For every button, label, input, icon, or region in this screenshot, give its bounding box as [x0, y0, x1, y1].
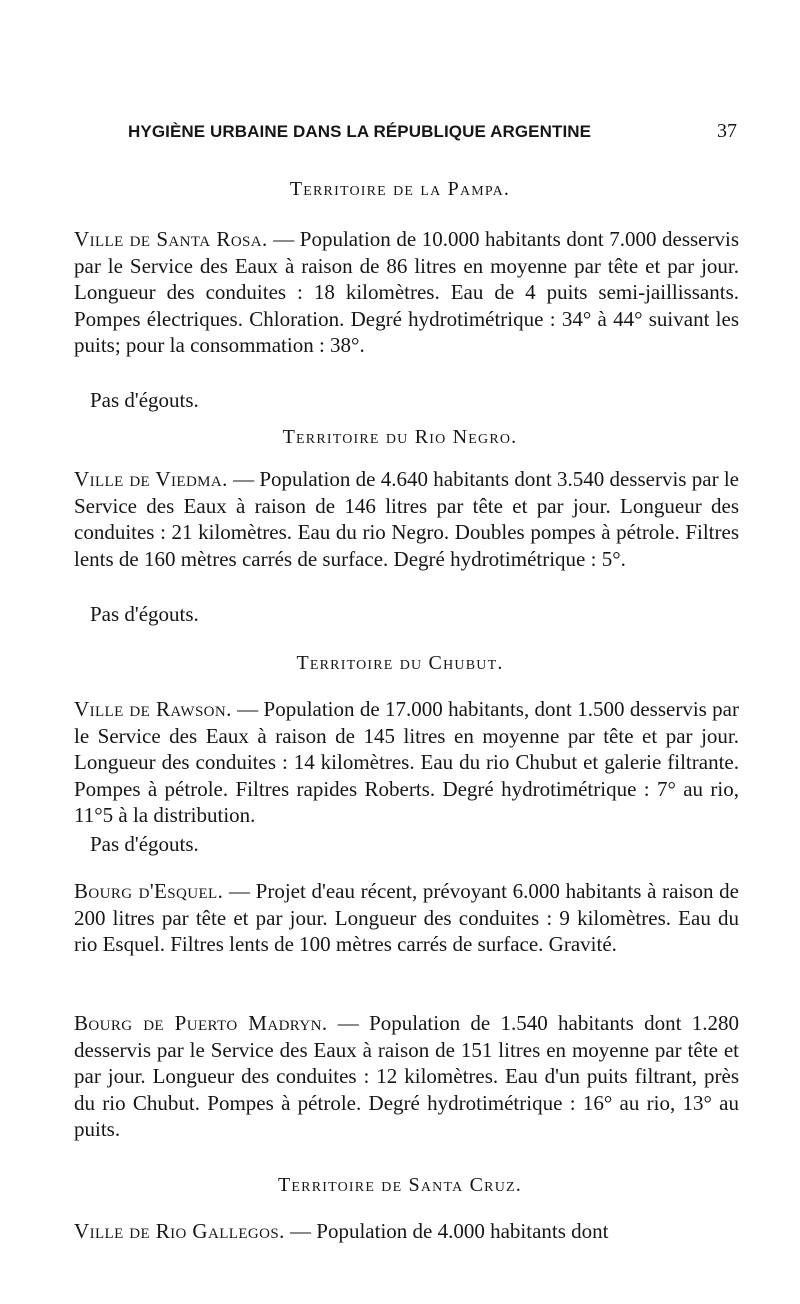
section-heading-pampa: Territoire de la Pampa.	[289, 178, 511, 200]
entry-lead: Ville de Viedma.	[74, 467, 228, 491]
no-sewer-note: Pas d'égouts.	[90, 602, 199, 626]
section-heading-rio-negro: Territoire du Rio Negro.	[282, 426, 518, 448]
entry-text: — Population de 17.000 habitants, dont 1.500 desservis par le Service des Eaux à raison de 145 litres en moyenne par tête et par jour. Longueur des conduites : 14 kilomètres. Eau du rio Chubut et galerie filtrante. Pompes à pétrole. Filtres rapides Roberts. Degré hydrotimétrique : 7° au rio, 11°5 à la distribution.	[74, 697, 739, 827]
entry-lead: Ville de Rio Gallegos.	[74, 1219, 285, 1243]
entry-santa-rosa	[74, 226, 739, 359]
entry-lead: Ville de Santa Rosa.	[74, 227, 268, 251]
entry-text: — Population de 4.640 habitants dont 3.540 desservis par le Service des Eaux à raison de 146 litres par tête et par jour. Longueur des conduites : 21 kilomètres. Eau du rio Negro. Doubles pompes à pétrole. Filtres lents de 160 mètres carrés de surface. Degré hydrotimétrique : 5°.	[74, 467, 739, 571]
entry-viedma	[74, 466, 739, 572]
no-sewer-note: Pas d'égouts.	[90, 388, 199, 412]
entry-text: — Population de 4.000 habitants dont	[284, 1219, 609, 1243]
entry-text: — Population de 1.540 habitants dont 1.280 desservis par le Service des Eaux à raison de 151 litres en moyenne par tête et par jour. Longueur des conduites : 12 kilomètres. Eau d'un puits filtrant, près du rio Chubut. Pompes à pétrole. Degré hydrotimétrique : 16° au rio, 13° au puits.	[74, 1011, 739, 1141]
entry-rio-gallegos	[74, 1218, 739, 1245]
page-number: 37	[717, 120, 737, 142]
entry-lead: Bourg d'Esquel.	[74, 879, 224, 903]
entry-lead: Bourg de Puerto Madryn.	[74, 1011, 328, 1035]
section-heading-santa-cruz: Territoire de Santa Cruz.	[278, 1174, 522, 1196]
page-header	[128, 120, 742, 148]
entry-text: — Population de 10.000 habitants dont 7.000 desservis par le Service des Eaux à raison de 86 litres en moyenne par tête et par jour. Longueur des conduites : 18 kilomètres. Eau de 4 puits semi-jaillissants. Pompes électriques. Chloration. Degré hydrotimétrique : 34° à 44° suivant les puits; pour la consommation : 38°.	[74, 227, 740, 357]
section-heading-chubut: Territoire du Chubut.	[296, 652, 504, 674]
entry-rawson	[74, 696, 739, 829]
entry-text: — Projet d'eau récent, prévoyant 6.000 habitants à raison de 200 litres par tête et par jour. Longueur des conduites : 9 kilomètres. Eau du rio Esquel. Filtres lents de 100 mètres carrés de surface. Gravité.	[74, 879, 739, 956]
running-title: HYGIÈNE URBAINE DANS LA RÉPUBLIQUE ARGENTINE	[128, 122, 592, 141]
entry-puerto-madryn	[74, 1010, 739, 1143]
entry-esquel	[74, 878, 739, 958]
entry-lead: Ville de Rawson.	[74, 697, 232, 721]
no-sewer-note: Pas d'égouts.	[90, 832, 199, 856]
